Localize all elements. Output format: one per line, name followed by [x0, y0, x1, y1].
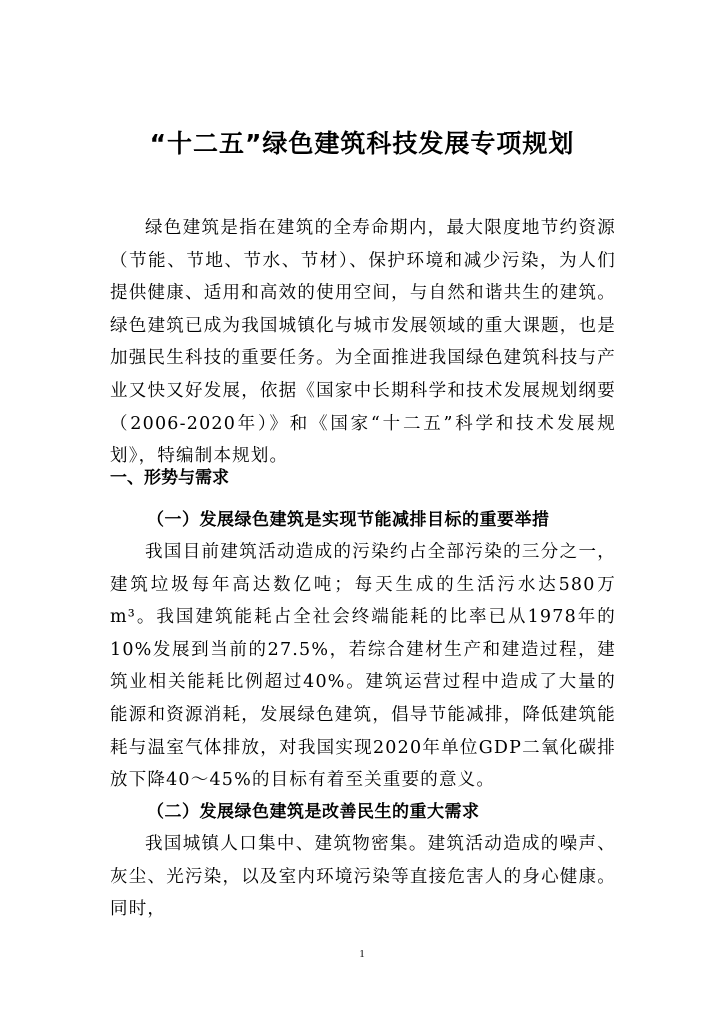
section-heading-situation-and-demand: 一、形势与需求: [110, 468, 229, 488]
subsection-heading-livelihood: （二）发展绿色建筑是改善民生的重大需求: [147, 802, 480, 822]
page-number: 1: [359, 948, 365, 960]
subsection-heading-energy-saving: （一）发展绿色建筑是实现节能减排目标的重要举措: [147, 510, 550, 530]
intro-paragraph: 绿色建筑是指在建筑的全寿命期内，最大限度地节约资源（节能、节地、节水、节材）、保护环境和减少污染，为人们提供健康、适用和高效的使用空间，与自然和谐共生的建筑。绿色建筑已成为我国城镇化与城市发展领域的重大课题，也是加强民生科技的重要任务。为全面推进我国绿色建筑科技与产业又快又好发展，依据《国家中长期科学和技术发展规划纲要（2006-2020年）》和《国家“十二五”科学和技术发展规划》，特编制本规划。: [110, 218, 616, 467]
subsection1-paragraph: 我国目前建筑活动造成的污染约占全部污染的三分之一，建筑垃圾每年高达数亿吨；每天生成的生活污水达580万m³。我国建筑能耗占全社会终端能耗的比率已从1978年的10%发展到当前的27.5%，若综合建材生产和建造过程，建筑业相关能耗比例超过40%。建筑运营过程中造成了大量的能源和资源消耗，发展绿色建筑，倡导节能减排，降低建筑能耗与温室气体排放，对我国实现2020年单位GDP二氧化碳排放下降40～45%的目标有着至关重要的意义。: [110, 542, 616, 791]
document-title: “十二五”绿色建筑科技发展专项规划: [149, 129, 575, 158]
subsection2-paragraph: 我国城镇人口集中、建筑物密集。建筑活动造成的噪声、灰尘、光污染，以及室内环境污染等直接危害人的身心健康。同时，: [110, 834, 616, 920]
